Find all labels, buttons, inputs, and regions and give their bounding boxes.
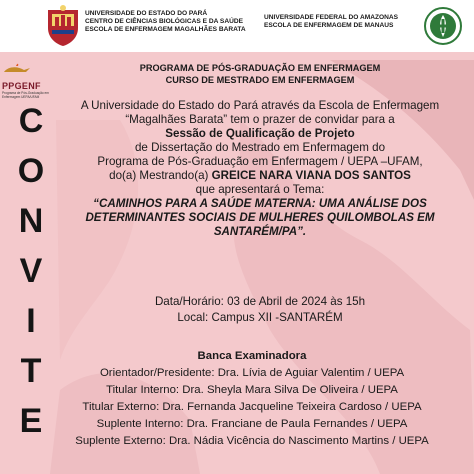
- body-line: que apresentará o Tema:: [195, 183, 325, 196]
- eem-emblem-icon: [424, 7, 462, 45]
- program-name: PROGRAMA DE PÓS-GRADUAÇÃO EM ENFERMAGEM: [139, 63, 381, 73]
- body-line: A Universidade do Estado do Pará através da Escola de Enfermagem: [80, 99, 440, 112]
- ufam-header-text: [264, 14, 424, 30]
- board-member: Suplente Interno: Dra. Franciane de Paula Fernandes / UEPA: [96, 418, 408, 430]
- convite-letter: T: [20, 352, 42, 390]
- student-name: GREICE NARA VIANA DOS SANTOS: [211, 169, 411, 182]
- board-member: Titular Interno: Dra. Sheyla Mara Silva De Oliveira / UEPA: [106, 384, 398, 396]
- convite-letter: I: [26, 302, 36, 340]
- event-location: Local: Campus XII -SANTARÉM: [177, 311, 343, 324]
- ppgenf-logo: [2, 62, 52, 99]
- thesis-title-line: SANTARÉM/PA”.: [213, 225, 307, 238]
- uepa-crest-icon: [44, 4, 82, 46]
- board-title: Banca Examinadora: [197, 350, 307, 362]
- course-name: CURSO DE MESTRADO EM ENFERMAGEM: [165, 75, 355, 85]
- thesis-title-line: DETERMINANTES SOCIAIS DE MULHERES QUILOMBOLAS EM: [85, 211, 435, 224]
- lamp-icon: [2, 62, 32, 76]
- examining-board: [30, 348, 474, 450]
- program-heading: [60, 62, 460, 86]
- student-line: [52, 169, 468, 183]
- invitation-body: [52, 99, 468, 239]
- convite-letter: V: [19, 252, 43, 290]
- body-line: de Dissertação do Mestrado em Enfermagem do: [134, 141, 386, 154]
- uepa-school: ESCOLA DE ENFERMAGEM MAGALHÃES BARATA: [85, 26, 246, 33]
- convite-letter: N: [18, 202, 44, 240]
- uepa-header-text: [85, 10, 246, 34]
- body-line: Programa de Pós-Graduação em Enfermagem / UEPA –UFAM,: [97, 155, 423, 168]
- ufam-name: UNIVERSIDADE FEDERAL DO AMAZONAS: [264, 14, 399, 21]
- uepa-name: UNIVERSIDADE DO ESTADO DO PARÁ: [85, 10, 208, 17]
- ppgenf-subtitle: Programa de Pós-Graduação em Enfermagem UEPA/UFAM: [2, 91, 49, 99]
- convite-letter: E: [19, 402, 43, 440]
- ppgenf-logo-text: PPGENF: [2, 81, 41, 91]
- board-member: Suplente Externo: Dra. Nádia Vicência do Nascimento Martins / UEPA: [75, 435, 429, 447]
- board-member: Orientador/Presidente: Dra. Lívia de Aguiar Valentim / UEPA: [99, 367, 405, 379]
- board-member: Titular Externo: Dra. Fernanda Jacqueline Teixeira Cardoso / UEPA: [82, 401, 422, 413]
- body-line: “Magalhães Barata” tem o prazer de convidar para a: [125, 113, 395, 126]
- header-bar: [0, 0, 474, 52]
- student-prefix: do(a) Mestrando(a): [109, 169, 212, 182]
- thesis-title: [52, 197, 468, 239]
- convite-letter: O: [17, 152, 45, 190]
- event-datetime: Data/Horário: 03 de Abril de 2024 às 15h: [154, 295, 366, 308]
- uepa-center: CENTRO DE CIÊNCIAS BIOLÓGICAS E DA SAÚDE: [85, 18, 244, 25]
- thesis-title-line: “CAMINHOS PARA A SAÚDE MATERNA: UMA ANÁLISE DOS: [93, 197, 427, 210]
- ufam-school: ESCOLA DE ENFERMAGEM DE MANAUS: [264, 22, 394, 29]
- event-details: [52, 294, 468, 326]
- convite-letter: C: [18, 102, 44, 140]
- session-title: Sessão de Qualificação de Projeto: [165, 127, 355, 140]
